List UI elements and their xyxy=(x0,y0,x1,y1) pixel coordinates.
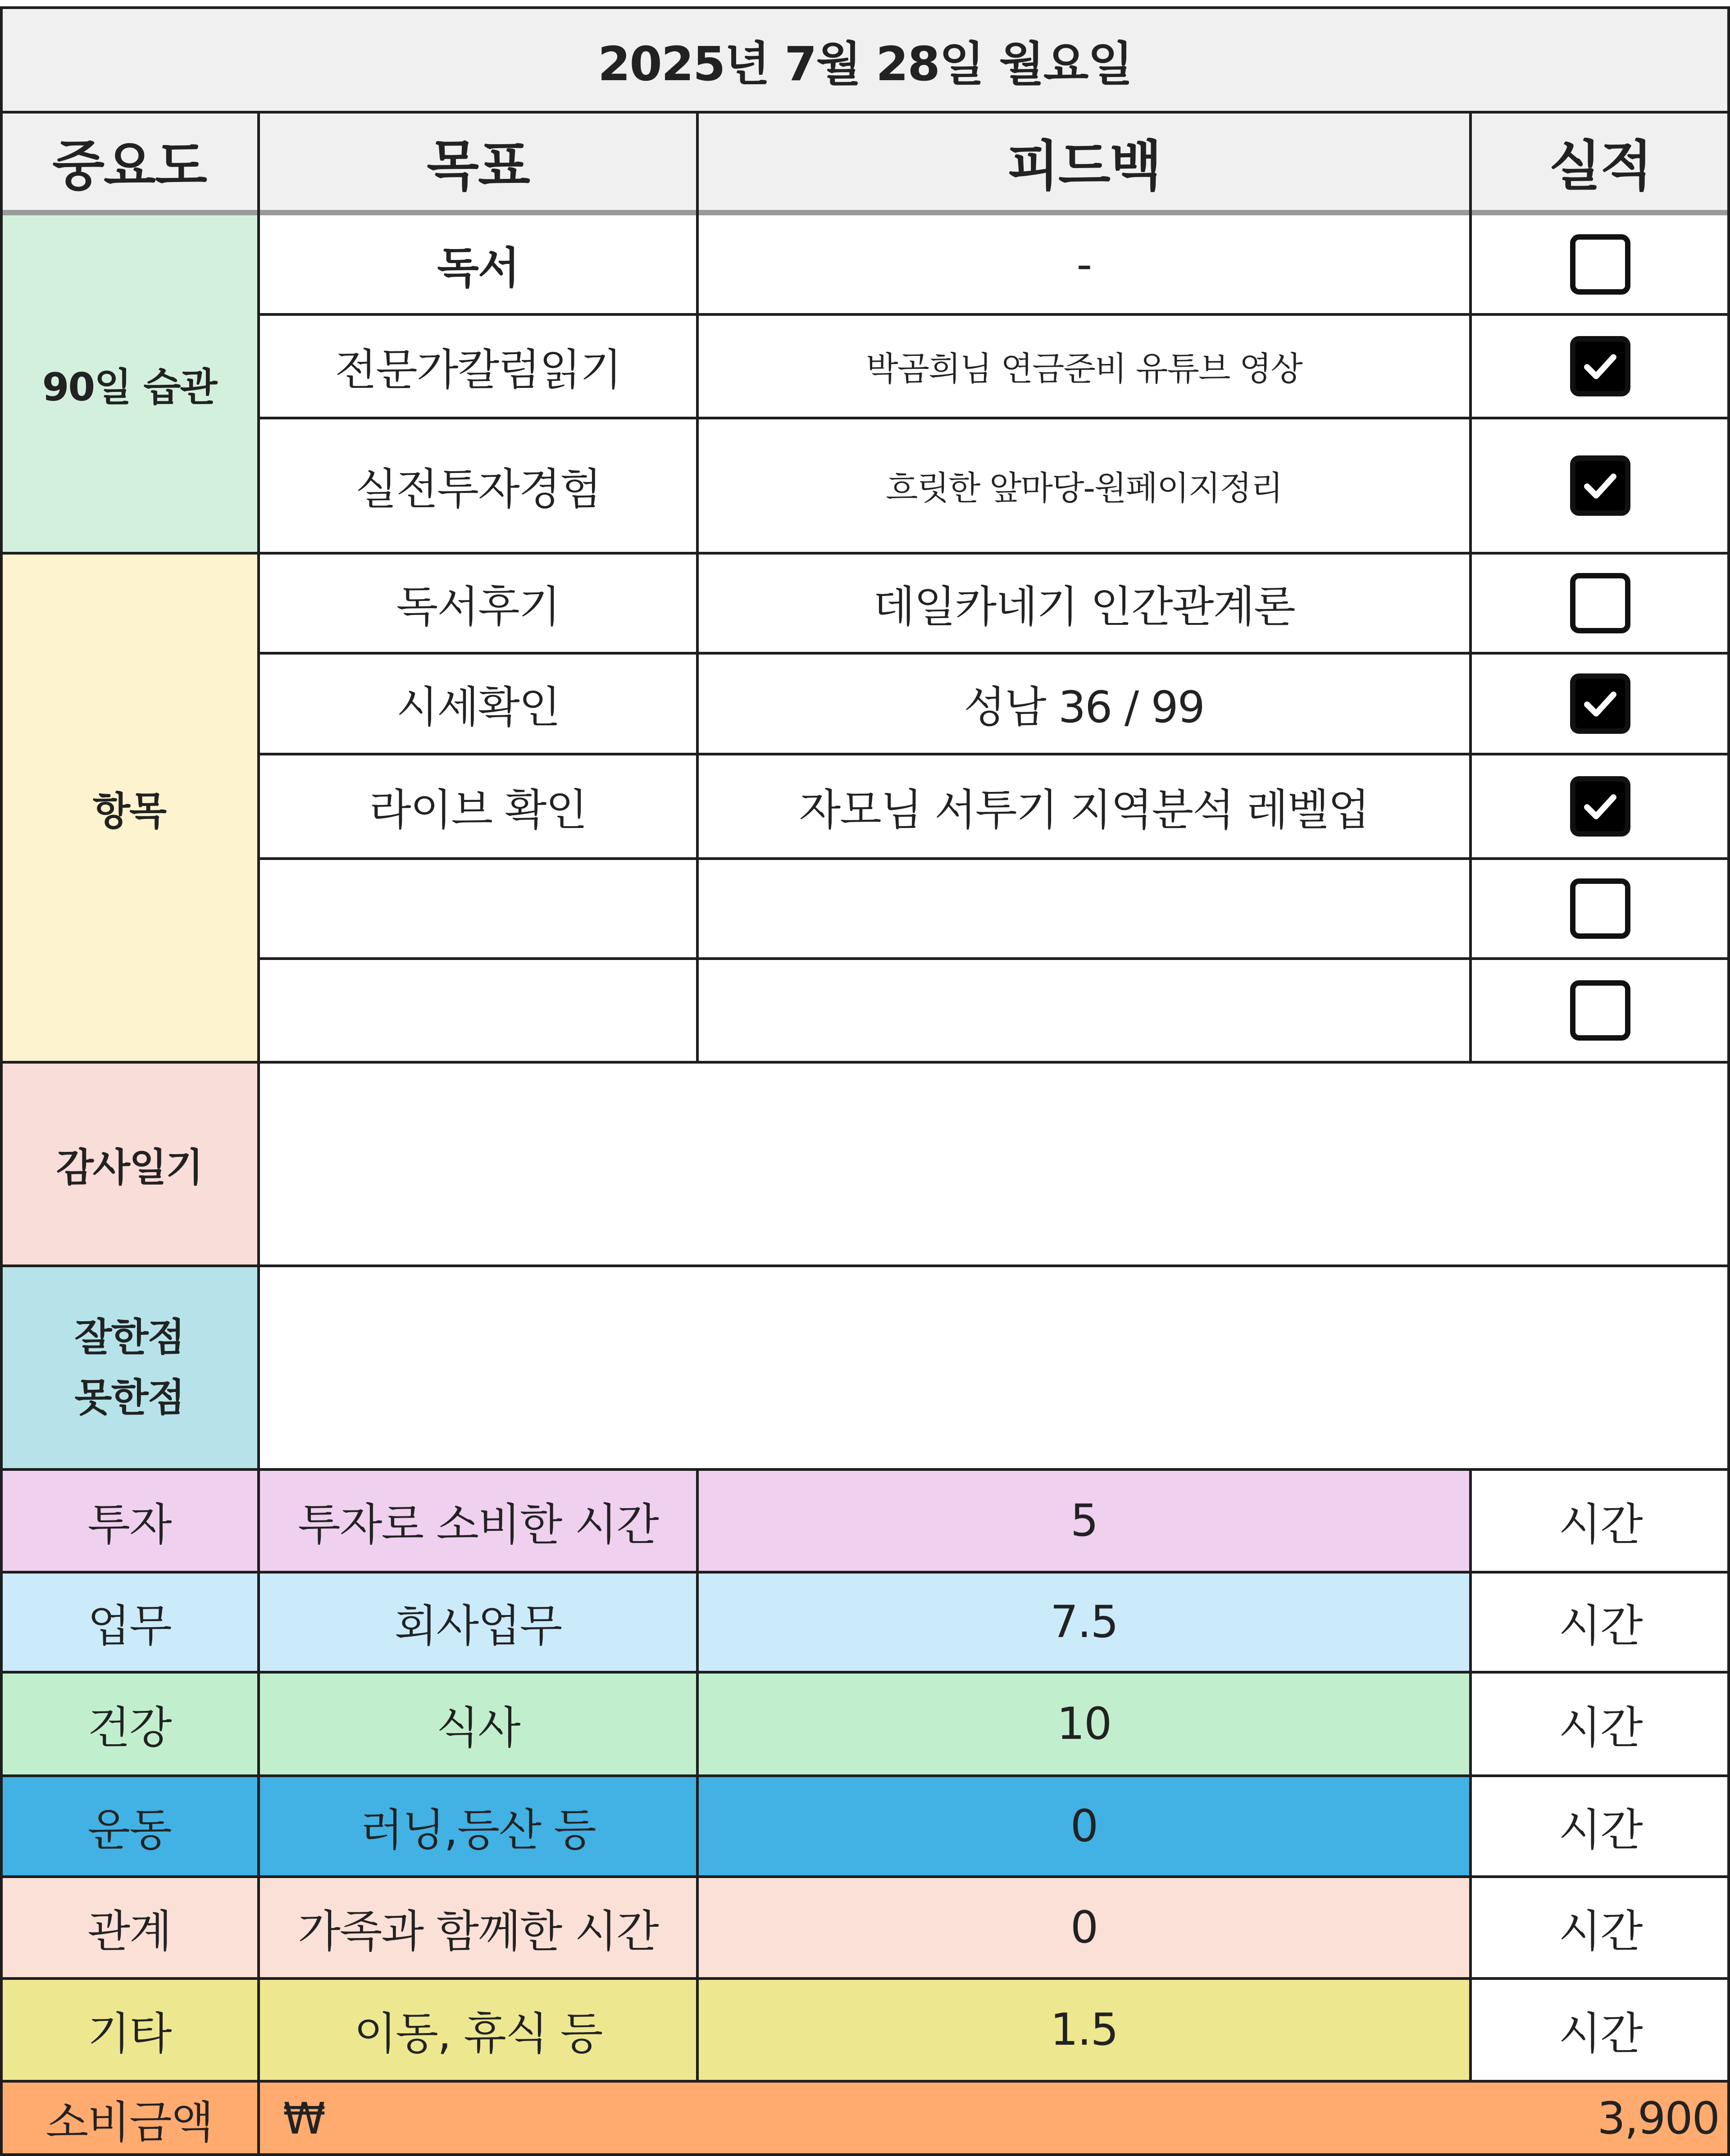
good-label: 잘한점 xyxy=(74,1315,184,1360)
time-hours[interactable]: 5 xyxy=(697,1469,1470,1572)
task-check-cell xyxy=(1470,214,1730,314)
time-hours[interactable]: 7.5 xyxy=(697,1572,1470,1672)
checkbox-checked[interactable] xyxy=(1570,455,1630,516)
gratitude-entry[interactable] xyxy=(259,1062,1730,1266)
bad-label: 못한점 xyxy=(74,1375,184,1420)
grid-line xyxy=(259,957,1730,960)
currency-symbol: ₩ xyxy=(259,2081,979,2156)
spending-label: 소비금액 xyxy=(0,2081,259,2156)
task-check-cell xyxy=(1470,859,1730,959)
time-unit: 시간 xyxy=(1558,2008,1642,2060)
task-check-cell xyxy=(1470,653,1730,754)
task-goal: 독서후기 xyxy=(396,581,560,632)
time-category: 기타 xyxy=(0,1979,259,2081)
task-goal[interactable] xyxy=(259,859,697,959)
checkmark-icon xyxy=(1580,466,1620,505)
task-feedback[interactable]: 성남 36 / 99 xyxy=(964,682,1204,732)
checkbox[interactable] xyxy=(1570,573,1630,633)
grid-line xyxy=(696,1468,699,2083)
time-description: 식사 xyxy=(259,1672,697,1776)
grid-line xyxy=(1727,6,1730,2156)
checkbox[interactable] xyxy=(1570,234,1630,295)
checkbox-checked[interactable] xyxy=(1570,776,1630,837)
time-category: 관계 xyxy=(0,1877,259,1979)
task-check-cell xyxy=(1470,553,1730,653)
checkbox-checked[interactable] xyxy=(1570,673,1630,734)
time-unit: 시간 xyxy=(1558,1804,1642,1856)
task-feedback[interactable]: 박곰희님 연금준비 유튜브 영상 xyxy=(866,350,1302,388)
time-unit: 시간 xyxy=(1558,1600,1642,1652)
grid-line xyxy=(259,753,1730,755)
grid-line xyxy=(696,111,699,1062)
header-goal: 목표 xyxy=(259,112,697,212)
time-category: 업무 xyxy=(0,1572,259,1672)
task-feedback[interactable]: 자모님 서투기 지역분석 레벨업 xyxy=(799,784,1369,835)
time-unit: 시간 xyxy=(1558,1702,1642,1754)
task-check-cell xyxy=(1470,314,1730,418)
task-check-cell xyxy=(1470,754,1730,859)
task-goal: 독서 xyxy=(437,242,519,293)
time-description: 이동, 휴식 등 xyxy=(259,1979,697,2081)
header-importance: 중요도 xyxy=(0,112,259,212)
time-category: 운동 xyxy=(0,1776,259,1877)
time-unit: 시간 xyxy=(1558,1499,1642,1551)
checkbox[interactable] xyxy=(1570,878,1630,939)
task-goal: 라이브 확인 xyxy=(369,784,587,835)
checkmark-icon xyxy=(1580,684,1620,723)
header-feedback: 피드백 xyxy=(697,112,1470,212)
time-description: 러닝,등산 등 xyxy=(259,1776,697,1877)
grid-line xyxy=(0,6,3,2156)
task-check-cell xyxy=(1470,959,1730,1062)
task-goal: 실전투자경험 xyxy=(355,464,601,514)
checkbox-checked[interactable] xyxy=(1570,336,1630,396)
checkmark-icon xyxy=(1580,346,1620,386)
time-hours[interactable]: 0 xyxy=(697,1776,1470,1877)
time-unit: 시간 xyxy=(1558,1906,1642,1957)
time-description: 회사업무 xyxy=(259,1572,697,1672)
grid-line xyxy=(0,6,1730,9)
time-description: 가족과 함께한 시간 xyxy=(259,1877,697,1979)
time-category: 건강 xyxy=(0,1672,259,1776)
time-hours[interactable]: 10 xyxy=(697,1672,1470,1776)
task-check-cell xyxy=(1470,418,1730,553)
section-good-bad xyxy=(0,1266,259,1469)
time-hours[interactable]: 1.5 xyxy=(697,1979,1470,2081)
date-title: 2025년 7월 28일 월요일 xyxy=(0,8,1730,112)
grid-line xyxy=(259,417,1730,419)
header-result: 실적 xyxy=(1470,112,1730,212)
task-feedback[interactable]: - xyxy=(1076,239,1092,290)
task-goal[interactable] xyxy=(259,959,697,1062)
section-gratitude: 감사일기 xyxy=(0,1062,259,1266)
grid-line xyxy=(1469,111,1472,1062)
task-goal: 시세확인 xyxy=(396,682,560,732)
task-goal: 전문가칼럼읽기 xyxy=(335,344,621,395)
grid-line xyxy=(259,857,1730,860)
task-feedback[interactable] xyxy=(697,859,1470,959)
task-feedback[interactable]: 흐릿한 앞마당-원페이지정리 xyxy=(885,469,1283,508)
section-items: 항목 xyxy=(0,553,259,1062)
checkmark-icon xyxy=(1580,787,1620,826)
grid-line xyxy=(1469,1468,1472,2083)
time-description: 투자로 소비한 시간 xyxy=(259,1469,697,1572)
grid-line xyxy=(259,652,1730,655)
time-hours[interactable]: 0 xyxy=(697,1877,1470,1979)
grid-line xyxy=(257,111,260,2156)
time-category: 투자 xyxy=(0,1469,259,1572)
section-90day-habit: 90일 습관 xyxy=(0,214,259,553)
good-bad-entry[interactable] xyxy=(259,1266,1730,1469)
task-feedback[interactable] xyxy=(697,959,1470,1062)
checkbox[interactable] xyxy=(1570,980,1630,1041)
grid-line xyxy=(259,313,1730,316)
task-feedback[interactable]: 데일카네기 인간관계론 xyxy=(873,581,1295,632)
spending-amount[interactable]: 3,900 xyxy=(979,2081,1730,2156)
